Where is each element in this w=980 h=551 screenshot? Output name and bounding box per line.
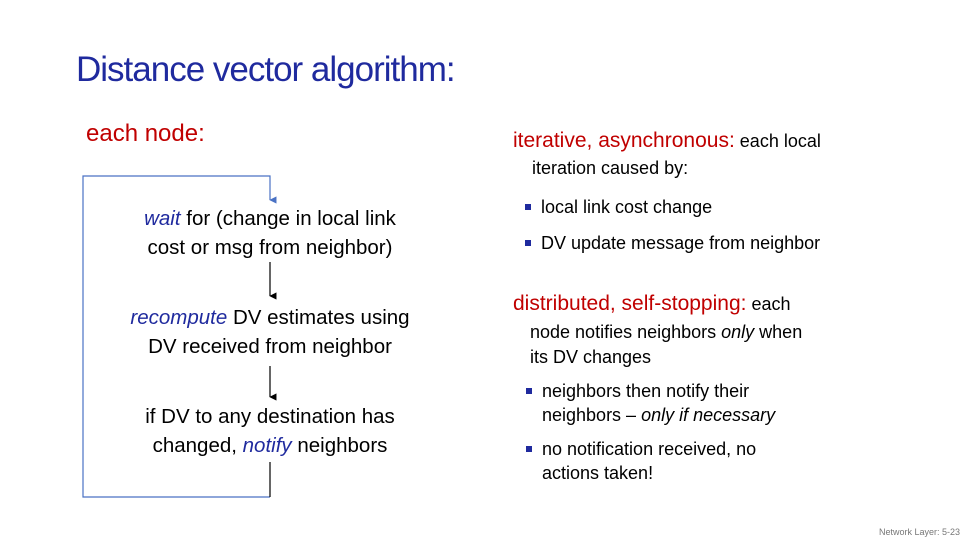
step-notify: [95, 402, 445, 460]
step-recompute-line2: DV received from neighbor: [148, 335, 392, 358]
step-wait-line1: [95, 204, 445, 233]
each-node-heading: each node:: [86, 120, 205, 147]
distributed-line2-pre: node notifies neighbors: [530, 322, 722, 342]
step-notify-line2-post: neighbors: [291, 434, 388, 457]
bullet-square-icon: [525, 240, 531, 246]
section-distributed-heading: [513, 292, 791, 316]
bullet-neighbors-line2-pre: neighbors –: [542, 405, 642, 425]
recompute-keyword: recompute: [130, 306, 228, 329]
step-recompute-line1: [95, 303, 445, 332]
bullet-text: local link cost change: [541, 197, 713, 217]
step-notify-line1: if DV to any destination has: [145, 405, 395, 428]
step-wait-line2: cost or msg from neighbor): [147, 236, 393, 259]
bullet-text: DV update message from neighbor: [541, 233, 821, 253]
bullet-neighbors-line1: neighbors then notify their: [542, 381, 750, 401]
step-notify-line2: [95, 431, 445, 460]
distributed-heading-text: distributed, self-stopping:: [513, 292, 747, 315]
only-italic: only: [721, 322, 755, 342]
step-recompute: [95, 303, 445, 361]
only-if-necessary-italic: only if necessary: [641, 405, 776, 425]
bullet-square-icon: [526, 388, 532, 394]
bullet-no-notification: [542, 437, 756, 485]
slide-footer: Network Layer: 5-23: [878, 527, 960, 537]
bullet-no-notification-line2: actions taken!: [542, 463, 654, 483]
distributed-heading-tail: each: [746, 294, 791, 314]
notify-keyword: notify: [242, 434, 292, 457]
iterative-heading-text: iterative, asynchronous:: [513, 129, 735, 152]
bullet-local-link-cost: [541, 195, 712, 219]
distributed-line2: [530, 320, 802, 344]
bullet-dv-update: [541, 231, 820, 255]
iterative-line2: iteration caused by:: [532, 158, 689, 178]
bullet-square-icon: [525, 204, 531, 210]
wait-keyword: wait: [144, 207, 181, 230]
iterative-heading-tail: each local: [734, 131, 821, 151]
step-notify-line2-pre: changed,: [152, 434, 243, 457]
step-wait: [95, 204, 445, 262]
section-iterative-heading: [513, 129, 821, 153]
distributed-line2-post: when: [754, 322, 803, 342]
distributed-line3: its DV changes: [530, 347, 652, 367]
bullet-neighbors-notify: [542, 379, 775, 427]
bullet-no-notification-line1: no notification received, no: [542, 439, 757, 459]
bullet-neighbors-line2: [542, 403, 775, 427]
bullet-square-icon: [526, 446, 532, 452]
step-wait-line1-text: for (change in local link: [180, 207, 396, 230]
step-recompute-line1-text: DV estimates using: [227, 306, 410, 329]
slide-title: Distance vector algorithm:: [76, 50, 455, 89]
